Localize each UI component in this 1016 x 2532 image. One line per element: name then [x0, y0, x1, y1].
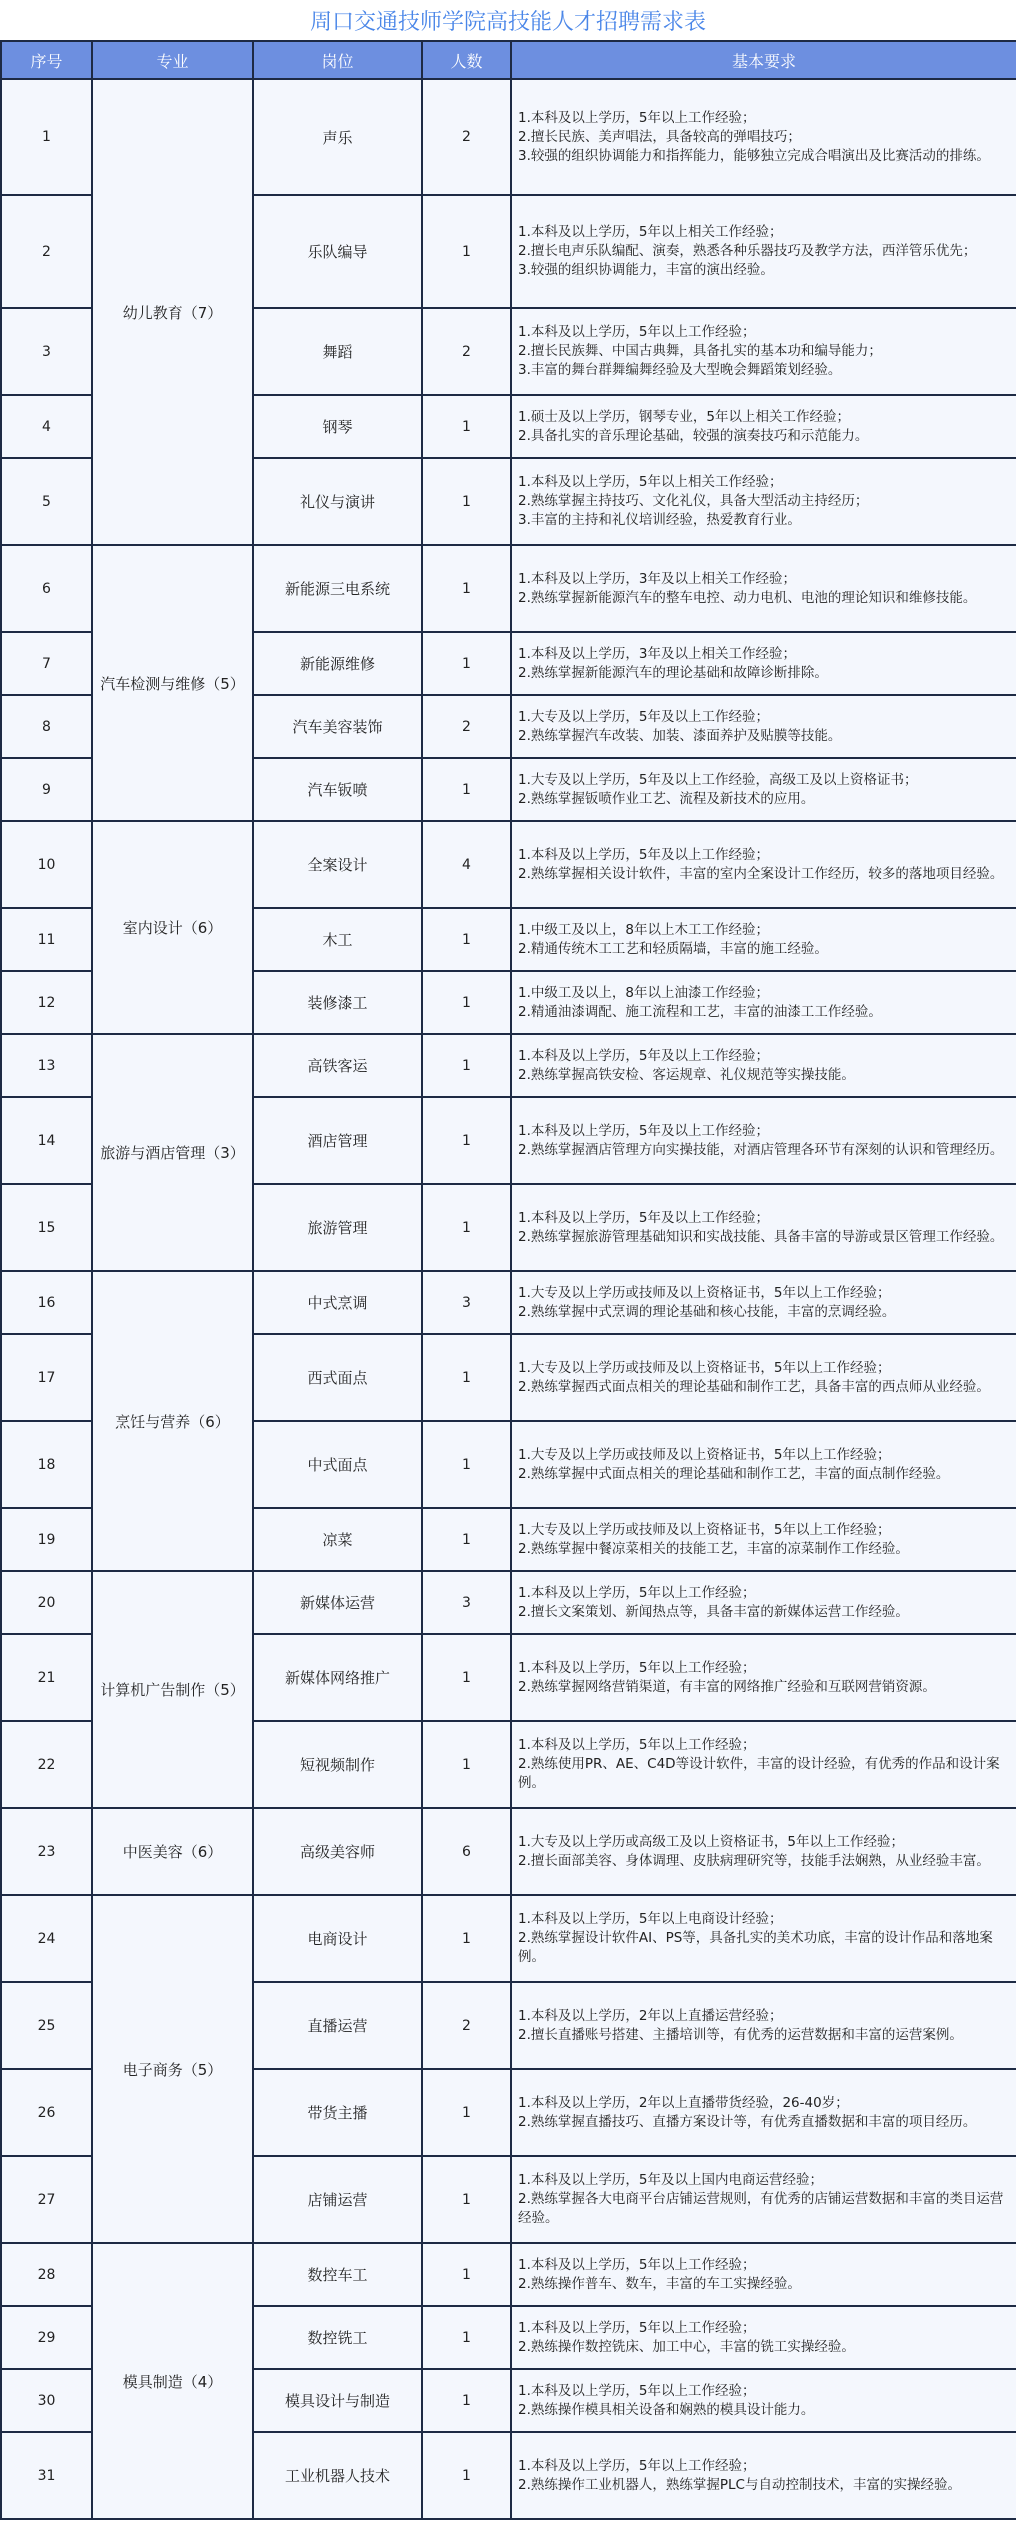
position-cell: 电商设计 [253, 1895, 422, 1982]
headcount-cell: 1 [422, 971, 511, 1034]
major-cell: 烹饪与营养（6） [92, 1271, 253, 1571]
headcount-cell: 1 [422, 195, 511, 308]
header-row [1, 41, 1016, 79]
table-row [1, 545, 1016, 632]
position-cell: 西式面点 [253, 1334, 422, 1421]
row-number: 16 [1, 1271, 92, 1334]
major-cell: 中医美容（6） [92, 1808, 253, 1895]
position-cell: 新能源三电系统 [253, 545, 422, 632]
major-cell: 模具制造（4） [92, 2243, 253, 2519]
headcount-cell: 1 [422, 1097, 511, 1184]
row-number: 3 [1, 308, 92, 395]
requirements-cell: 1.中级工及以上，8年以上木工工作经验； 2.精通传统木工工艺和轻质隔墙，丰富的施工经验。 [511, 908, 1016, 971]
table-row [1, 1034, 1016, 1097]
row-number: 9 [1, 758, 92, 821]
headcount-cell: 1 [422, 1721, 511, 1808]
position-cell: 中式面点 [253, 1421, 422, 1508]
requirements-cell: 1.本科及以上学历，5年以上相关工作经验； 2.擅长电声乐队编配、演奏，熟悉各种乐器技巧及教学方法，西洋管乐优先； 3.较强的组织协调能力，丰富的演出经验。 [511, 195, 1016, 308]
position-cell: 凉菜 [253, 1508, 422, 1571]
row-number: 8 [1, 695, 92, 758]
headcount-cell: 1 [422, 1895, 511, 1982]
headcount-cell: 1 [422, 2306, 511, 2369]
position-cell: 木工 [253, 908, 422, 971]
position-cell: 直播运营 [253, 1982, 422, 2069]
row-number: 28 [1, 2243, 92, 2306]
table-row [1, 821, 1016, 908]
header-no: 序号 [1, 41, 92, 79]
headcount-cell: 1 [422, 632, 511, 695]
recruitment-table [0, 40, 1016, 2520]
position-cell: 装修漆工 [253, 971, 422, 1034]
position-cell: 声乐 [253, 79, 422, 195]
headcount-cell: 1 [422, 2369, 511, 2432]
headcount-cell: 3 [422, 1571, 511, 1634]
row-number: 4 [1, 395, 92, 458]
major-cell: 计算机广告制作（5） [92, 1571, 253, 1808]
row-number: 6 [1, 545, 92, 632]
requirements-cell: 1.本科及以上学历，5年及以上工作经验； 2.熟练掌握酒店管理方向实操技能，对酒店管理各环节有深刻的认识和管理经历。 [511, 1097, 1016, 1184]
headcount-cell: 1 [422, 1184, 511, 1271]
headcount-cell: 2 [422, 308, 511, 395]
major-cell: 汽车检测与维修（5） [92, 545, 253, 821]
sheet-title: 周口交通技师学院高技能人才招聘需求表 [0, 0, 1016, 41]
headcount-cell: 6 [422, 1808, 511, 1895]
requirements-cell: 1.本科及以上学历，2年以上直播运营经验； 2.擅长直播账号搭建、主播培训等，有优秀的运营数据和丰富的运营案例。 [511, 1982, 1016, 2069]
headcount-cell: 1 [422, 1034, 511, 1097]
position-cell: 汽车钣喷 [253, 758, 422, 821]
headcount-cell: 2 [422, 79, 511, 195]
headcount-cell: 1 [422, 1508, 511, 1571]
table-row [1, 79, 1016, 195]
requirements-cell: 1.本科及以上学历，5年以上工作经验； 2.擅长民族、美声唱法，具备较高的弹唱技巧； 3.较强的组织协调能力和指挥能力，能够独立完成合唱演出及比赛活动的排练。 [511, 79, 1016, 195]
row-number: 10 [1, 821, 92, 908]
position-cell: 中式烹调 [253, 1271, 422, 1334]
row-number: 30 [1, 2369, 92, 2432]
requirements-cell: 1.本科及以上学历，5年及以上工作经验； 2.熟练掌握相关设计软件，丰富的室内全案设计工作经历，较多的落地项目经验。 [511, 821, 1016, 908]
headcount-cell: 1 [422, 395, 511, 458]
major-cell: 旅游与酒店管理（3） [92, 1034, 253, 1271]
table-row [1, 1895, 1016, 1982]
header-count: 人数 [422, 41, 511, 79]
requirements-cell: 1.本科及以上学历，3年及以上相关工作经验； 2.熟练掌握新能源汽车的整车电控、动力电机、电池的理论知识和维修技能。 [511, 545, 1016, 632]
headcount-cell: 3 [422, 1271, 511, 1334]
headcount-cell: 1 [422, 458, 511, 545]
row-number: 19 [1, 1508, 92, 1571]
row-number: 18 [1, 1421, 92, 1508]
row-number: 2 [1, 195, 92, 308]
headcount-cell: 1 [422, 2432, 511, 2519]
requirements-cell: 1.本科及以上学历，5年及以上国内电商运营经验； 2.熟练掌握各大电商平台店铺运营规则，有优秀的店铺运营数据和丰富的类目运营经验。 [511, 2156, 1016, 2243]
position-cell: 舞蹈 [253, 308, 422, 395]
requirements-cell: 1.本科及以上学历，5年以上工作经验； 2.熟练操作数控铣床、加工中心，丰富的铣工实操经验。 [511, 2306, 1016, 2369]
row-number: 1 [1, 79, 92, 195]
headcount-cell: 2 [422, 1982, 511, 2069]
requirements-cell: 1.大专及以上学历或技师及以上资格证书，5年以上工作经验； 2.熟练掌握西式面点相关的理论基础和制作工艺，具备丰富的西点师从业经验。 [511, 1334, 1016, 1421]
requirements-cell: 1.大专及以上学历或技师及以上资格证书，5年以上工作经验； 2.熟练掌握中餐凉菜相关的技能工艺，丰富的凉菜制作工作经验。 [511, 1508, 1016, 1571]
row-number: 11 [1, 908, 92, 971]
header-position: 岗位 [253, 41, 422, 79]
major-cell: 室内设计（6） [92, 821, 253, 1034]
requirements-cell: 1.本科及以上学历，5年以上电商设计经验； 2.熟练掌握设计软件AI、PS等，具备扎实的美术功底，丰富的设计作品和落地案例。 [511, 1895, 1016, 1982]
requirements-cell: 1.本科及以上学历，5年以上工作经验； 2.熟练操作普车、数车，丰富的车工实操经验。 [511, 2243, 1016, 2306]
requirements-cell: 1.本科及以上学历，5年以上工作经验； 2.擅长文案策划、新闻热点等，具备丰富的新媒体运营工作经验。 [511, 1571, 1016, 1634]
position-cell: 全案设计 [253, 821, 422, 908]
row-number: 13 [1, 1034, 92, 1097]
headcount-cell: 1 [422, 758, 511, 821]
row-number: 25 [1, 1982, 92, 2069]
requirements-cell: 1.本科及以上学历，5年以上工作经验； 2.擅长民族舞、中国古典舞，具备扎实的基本功和编导能力； 3.丰富的舞台群舞编舞经验及大型晚会舞蹈策划经验。 [511, 308, 1016, 395]
position-cell: 钢琴 [253, 395, 422, 458]
requirements-cell: 1.硕士及以上学历，钢琴专业，5年以上相关工作经验； 2.具备扎实的音乐理论基础，较强的演奏技巧和示范能力。 [511, 395, 1016, 458]
position-cell: 带货主播 [253, 2069, 422, 2156]
position-cell: 新媒体运营 [253, 1571, 422, 1634]
position-cell: 礼仪与演讲 [253, 458, 422, 545]
row-number: 7 [1, 632, 92, 695]
position-cell: 酒店管理 [253, 1097, 422, 1184]
row-number: 15 [1, 1184, 92, 1271]
requirements-cell: 1.大专及以上学历或高级工及以上资格证书，5年以上工作经验； 2.擅长面部美容、身体调理、皮肤病理研究等，技能手法娴熟，从业经验丰富。 [511, 1808, 1016, 1895]
headcount-cell: 1 [422, 1634, 511, 1721]
requirements-cell: 1.中级工及以上，8年以上油漆工作经验； 2.精通油漆调配、施工流程和工艺，丰富的油漆工工作经验。 [511, 971, 1016, 1034]
requirements-cell: 1.本科及以上学历，3年及以上相关工作经验； 2.熟练掌握新能源汽车的理论基础和故障诊断排除。 [511, 632, 1016, 695]
requirements-cell: 1.本科及以上学历，5年以上相关工作经验； 2.熟练掌握主持技巧、文化礼仪，具备大型活动主持经历； 3.丰富的主持和礼仪培训经验，热爱教育行业。 [511, 458, 1016, 545]
position-cell: 高级美容师 [253, 1808, 422, 1895]
position-cell: 新能源维修 [253, 632, 422, 695]
position-cell: 汽车美容装饰 [253, 695, 422, 758]
row-number: 26 [1, 2069, 92, 2156]
position-cell: 短视频制作 [253, 1721, 422, 1808]
requirements-cell: 1.本科及以上学历，2年以上直播带货经验，26-40岁； 2.熟练掌握直播技巧、直播方案设计等，有优秀直播数据和丰富的项目经历。 [511, 2069, 1016, 2156]
row-number: 5 [1, 458, 92, 545]
position-cell: 高铁客运 [253, 1034, 422, 1097]
headcount-cell: 2 [422, 695, 511, 758]
requirements-cell: 1.大专及以上学历或技师及以上资格证书，5年以上工作经验； 2.熟练掌握中式烹调的理论基础和核心技能，丰富的烹调经验。 [511, 1271, 1016, 1334]
headcount-cell: 1 [422, 1421, 511, 1508]
header-requirements: 基本要求 [511, 41, 1016, 79]
table-row [1, 1271, 1016, 1334]
headcount-cell: 1 [422, 2156, 511, 2243]
position-cell: 旅游管理 [253, 1184, 422, 1271]
headcount-cell: 4 [422, 821, 511, 908]
requirements-cell: 1.大专及以上学历，5年及以上工作经验； 2.熟练掌握汽车改装、加装、漆面养护及贴膜等技能。 [511, 695, 1016, 758]
row-number: 21 [1, 1634, 92, 1721]
row-number: 23 [1, 1808, 92, 1895]
row-number: 22 [1, 1721, 92, 1808]
row-number: 31 [1, 2432, 92, 2519]
row-number: 17 [1, 1334, 92, 1421]
position-cell: 数控铣工 [253, 2306, 422, 2369]
row-number: 20 [1, 1571, 92, 1634]
table-row [1, 1808, 1016, 1895]
headcount-cell: 1 [422, 1334, 511, 1421]
position-cell: 店铺运营 [253, 2156, 422, 2243]
requirements-cell: 1.本科及以上学历，5年以上工作经验； 2.熟练掌握网络营销渠道，有丰富的网络推广经验和互联网营销资源。 [511, 1634, 1016, 1721]
headcount-cell: 1 [422, 2069, 511, 2156]
position-cell: 模具设计与制造 [253, 2369, 422, 2432]
position-cell: 乐队编导 [253, 195, 422, 308]
headcount-cell: 1 [422, 2243, 511, 2306]
requirements-cell: 1.大专及以上学历，5年及以上工作经验，高级工及以上资格证书； 2.熟练掌握钣喷作业工艺、流程及新技术的应用。 [511, 758, 1016, 821]
requirements-cell: 1.本科及以上学历，5年及以上工作经验； 2.熟练掌握旅游管理基础知识和实战技能、具备丰富的导游或景区管理工作经验。 [511, 1184, 1016, 1271]
headcount-cell: 1 [422, 545, 511, 632]
position-cell: 工业机器人技术 [253, 2432, 422, 2519]
row-number: 24 [1, 1895, 92, 1982]
table-body [1, 79, 1016, 2519]
major-cell: 电子商务（5） [92, 1895, 253, 2243]
requirements-cell: 1.本科及以上学历，5年以上工作经验； 2.熟练操作模具相关设备和娴熟的模具设计能力。 [511, 2369, 1016, 2432]
requirements-cell: 1.本科及以上学历，5年及以上工作经验； 2.熟练掌握高铁安检、客运规章、礼仪规范等实操技能。 [511, 1034, 1016, 1097]
row-number: 12 [1, 971, 92, 1034]
requirements-cell: 1.本科及以上学历，5年以上工作经验； 2.熟练使用PR、AE、C4D等设计软件，丰富的设计经验，有优秀的作品和设计案例。 [511, 1721, 1016, 1808]
row-number: 29 [1, 2306, 92, 2369]
position-cell: 数控车工 [253, 2243, 422, 2306]
headcount-cell: 1 [422, 908, 511, 971]
requirements-cell: 1.本科及以上学历，5年以上工作经验； 2.熟练操作工业机器人，熟练掌握PLC与自动控制技术，丰富的实操经验。 [511, 2432, 1016, 2519]
row-number: 14 [1, 1097, 92, 1184]
position-cell: 新媒体网络推广 [253, 1634, 422, 1721]
header-major: 专业 [92, 41, 253, 79]
requirements-cell: 1.大专及以上学历或技师及以上资格证书，5年以上工作经验； 2.熟练掌握中式面点相关的理论基础和制作工艺，丰富的面点制作经验。 [511, 1421, 1016, 1508]
row-number: 27 [1, 2156, 92, 2243]
table-row [1, 2243, 1016, 2306]
major-cell: 幼儿教育（7） [92, 79, 253, 545]
table-row [1, 1571, 1016, 1634]
